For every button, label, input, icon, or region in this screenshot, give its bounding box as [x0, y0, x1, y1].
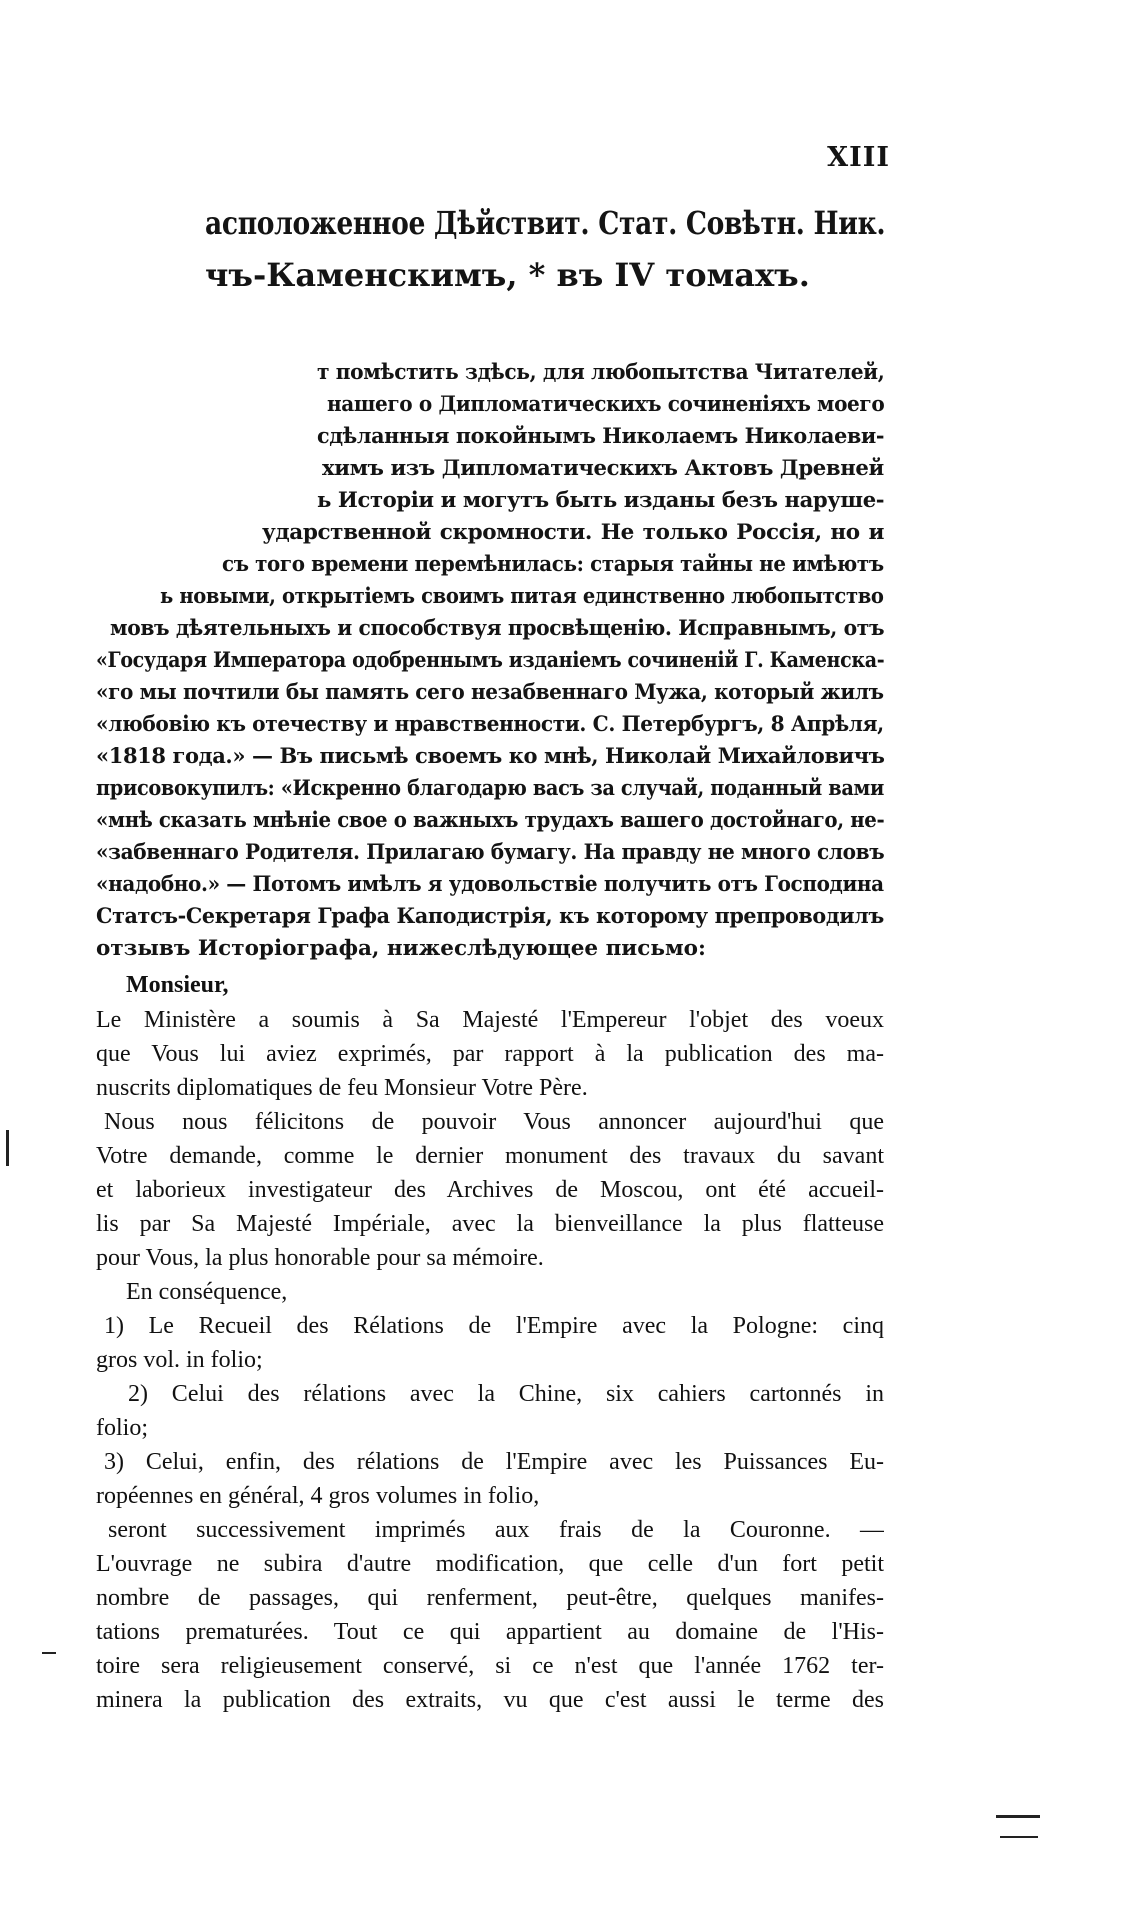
- letter-salutation: Monsieur,: [126, 972, 229, 998]
- title-line-2: чъ-Каменскимъ, * въ IV томахъ.: [205, 256, 810, 294]
- russian-line: сдѣланныя покойнымъ Николаемъ Николаеви-: [317, 424, 885, 449]
- russian-line: Статсъ-Секретаря Графа Каподистрiя, къ которому препроводилъ: [96, 904, 884, 929]
- french-line: Le Ministère a soumis à Sa Majesté l'Empereur l'objet des voeux: [96, 1007, 884, 1033]
- title-line-1: асположенное Дѣйствит. Стат. Совѣтн. Ник.: [205, 204, 886, 242]
- russian-line: «забвеннаго Родителя. Прилагаю бумагу. На правду не много словъ: [96, 840, 885, 865]
- scan-mark: [996, 1815, 1040, 1818]
- russian-line: «надобно.» — Потомъ имѣлъ я удовольствiе получить отъ Господина: [96, 872, 884, 897]
- page-number: XIII: [827, 142, 890, 173]
- scan-mark: [1000, 1836, 1038, 1838]
- list-item: 2) Celui des rélations avec la Chine, six cahiers cartonnés in: [128, 1381, 884, 1407]
- french-line: ropéennes en général, 4 gros volumes in folio,: [96, 1483, 540, 1509]
- french-line: et laborieux investigateur des Archives de Moscou, ont été accueil-: [96, 1177, 884, 1203]
- list-item: 1) Le Recueil des Rélations de l'Empire avec la Pologne: cinq: [104, 1313, 884, 1339]
- french-line: tations prematurées. Tout ce qui appartient au domaine de l'His-: [96, 1619, 884, 1645]
- russian-line: «го мы почтили бы память сего незабвеннаго Мужа, который жилъ: [96, 680, 884, 705]
- russian-line: съ того времени перемѣнилась: старыя тайны не имѣютъ: [222, 552, 884, 577]
- russian-line: «любовiю къ отечеству и нравственности. С. Петербургъ, 8 Апрѣля,: [96, 712, 884, 737]
- russian-line: присовокупилъ: «Искренно благодарю васъ за случай, поданный вами: [96, 776, 884, 801]
- french-line: folio;: [96, 1415, 148, 1441]
- scan-mark: [6, 1130, 9, 1166]
- russian-line: мовъ дѣятельныхъ и способствуя просвѣщенiю. Исправнымъ, отъ: [110, 616, 885, 641]
- russian-line: ударственной скромности. Не только Россiя, но и: [262, 520, 884, 545]
- russian-line: ь Исторiи и могутъ быть изданы безъ нарушe-: [317, 488, 885, 513]
- french-line: toire sera religieusement conservé, si ce n'est que l'année 1762 ter-: [96, 1653, 884, 1679]
- russian-line: «Государя Императора одобреннымъ изданiемъ сочиненiй Г. Каменска-: [96, 648, 885, 673]
- list-item: 3) Celui, enfin, des rélations de l'Empire avec les Puissances Eu-: [104, 1449, 884, 1475]
- russian-line: т помѣстить здѣсь, для любопытства Читателей,: [317, 360, 885, 385]
- french-line: L'ouvrage ne subira d'autre modification, que celle d'un fort petit: [96, 1551, 884, 1577]
- french-line: que Vous lui aviez exprimés, par rapport à la publication des ma-: [96, 1041, 884, 1067]
- french-line: lis par Sa Majesté Impériale, avec la bienveillance la plus flatteuse: [96, 1211, 884, 1237]
- russian-line: нашего о Дипломатическихъ сочиненiяхъ моего: [327, 392, 885, 417]
- french-line: pour Vous, la plus honorable pour sa mémoire.: [96, 1245, 544, 1271]
- russian-line: химъ изъ Дипломатическихъ Актовъ Древней: [322, 456, 884, 481]
- french-line: gros vol. in folio;: [96, 1347, 263, 1373]
- french-line: En conséquence,: [126, 1279, 288, 1305]
- russian-line: «мнѣ сказать мнѣнiе свое о важныхъ трудахъ вашего достойнаго, не-: [96, 808, 885, 833]
- french-line: minera la publication des extraits, vu que c'est aussi le terme des: [96, 1687, 884, 1713]
- scan-mark: [42, 1652, 56, 1654]
- russian-line: «1818 года.» — Въ письмѣ своемъ ко мнѣ, Николай Михайловичъ: [96, 744, 885, 769]
- french-line: seront successivement imprimés aux frais de la Couronne. —: [108, 1517, 884, 1543]
- french-line: Nous nous félicitons de pouvoir Vous annoncer aujourd'hui que: [104, 1109, 884, 1135]
- russian-line: отзывъ Исторiографа, нижеслѣдующее письмо:: [96, 936, 706, 961]
- french-line: nuscrits diplomatiques de feu Monsieur Votre Père.: [96, 1075, 588, 1101]
- french-line: Votre demande, comme le dernier monument des travaux du savant: [96, 1143, 884, 1169]
- french-line: nombre de passages, qui renferment, peut-être, quelques manifes-: [96, 1585, 884, 1611]
- russian-line: ь новыми, открытiемъ своимъ питая единственно любопытство: [160, 584, 884, 609]
